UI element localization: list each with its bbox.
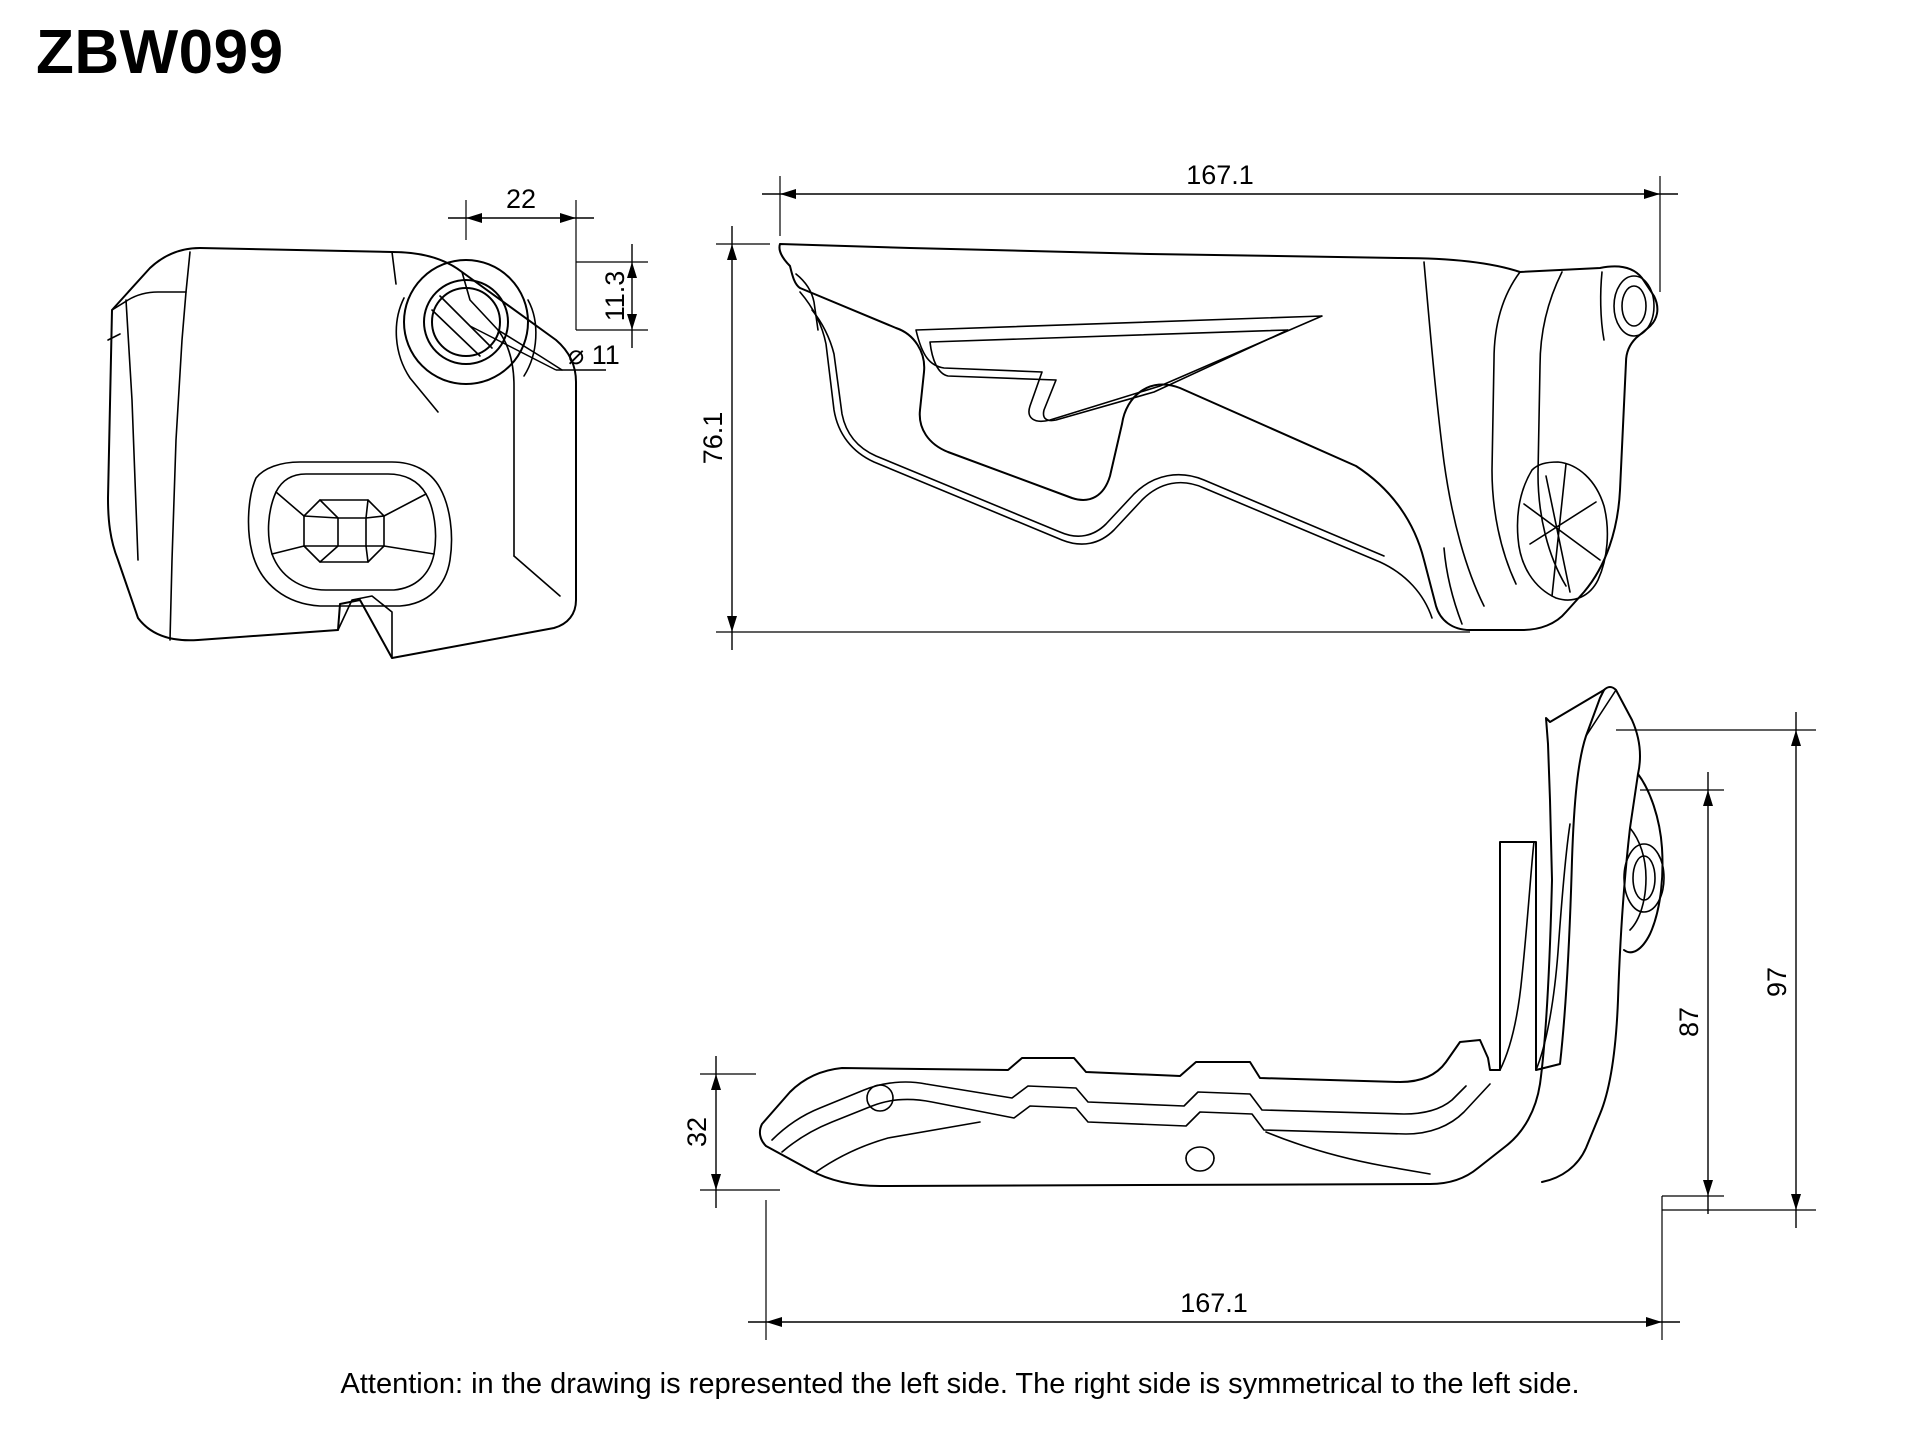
plan-view-geometry: [760, 687, 1664, 1186]
dimension-label-76-1: 76.1: [698, 411, 728, 465]
side-view-geometry: [779, 244, 1657, 630]
front-view-geometry: [108, 248, 576, 658]
dimension-label-167-1-top: 167.1: [1186, 160, 1254, 190]
dimension-167-1-bottom: [748, 1196, 1680, 1340]
dimension-167-1-top: [762, 160, 1678, 292]
dimension-label-diameter-11: ⌀ 11: [568, 340, 620, 370]
dimension-label-32: 32: [682, 1116, 712, 1148]
dimension-76-1: [698, 226, 1470, 650]
dimension-label-97: 97: [1762, 966, 1792, 998]
dimension-label-22: 22: [505, 184, 537, 214]
dimension-22: [448, 184, 594, 330]
dimension-32: [682, 1056, 780, 1208]
page-title: ZBW099: [36, 18, 284, 87]
dimension-label-11-3: 11.3: [600, 270, 630, 322]
dimension-label-167-1-bottom: 167.1: [1180, 1288, 1248, 1318]
attention-note: Attention: in the drawing is represented the left side. The right side is symmetrical to the left side.: [340, 1368, 1580, 1400]
dimension-label-87: 87: [1674, 1006, 1704, 1038]
dimension-11-3: [576, 244, 648, 348]
dimension-87: [1640, 772, 1724, 1214]
